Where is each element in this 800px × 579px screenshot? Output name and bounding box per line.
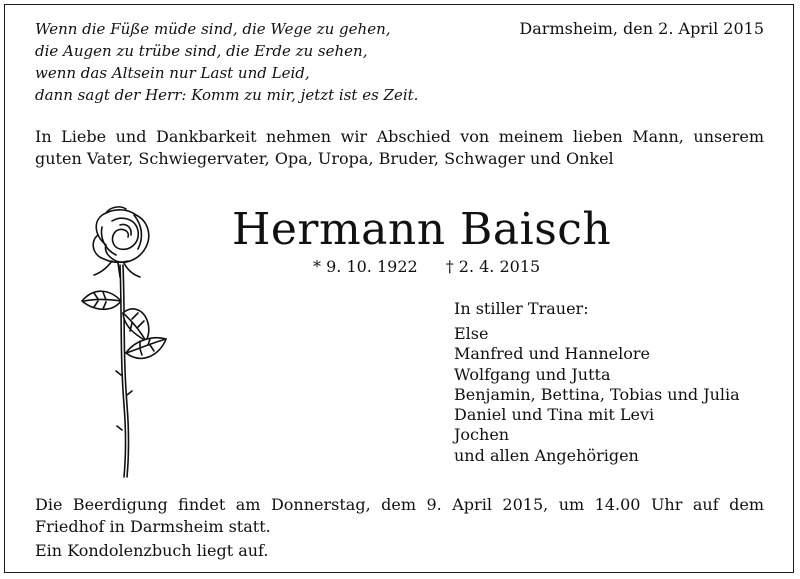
mourner-item: Manfred und Hannelore [454, 344, 650, 364]
condolence-note: Ein Kondolenzbuch liegt auf. [35, 541, 269, 560]
poem [35, 18, 418, 106]
mourner-item: Jochen [454, 425, 510, 445]
death-date: † 2. 4. 2015 [445, 257, 541, 276]
intro-text: In Liebe und Dankbarkeit nehmen wir Abschied von meinem lieben Mann, unserem guten Vater, Schwiegervater, Opa, Uropa, Bruder, Schwager und Onkel [35, 127, 764, 168]
mourner-item: Benjamin, Bettina, Tobias und Julia [454, 384, 740, 404]
mourning-title: In stiller Trauer: [454, 299, 589, 318]
poem-line: Wenn die Füße müde sind, die Wege zu gehen, [35, 20, 391, 38]
birth-date: * 9. 10. 1922 [313, 257, 418, 276]
dateline: Darmsheim, den 2. April 2015 [519, 19, 764, 38]
mourner-item: Else [454, 324, 489, 343]
mourner-item: und allen Angehörigen [454, 445, 639, 465]
poem-line: die Augen zu trübe sind, die Erde zu sehen, [35, 42, 368, 60]
life-dates [313, 256, 568, 278]
mourners-list [454, 324, 740, 466]
deceased-name: Hermann Baisch [232, 204, 612, 255]
poem-line: wenn das Altsein nur Last und Leid, [35, 64, 310, 82]
funeral-info: Die Beerdigung findet am Donnerstag, dem 9. April 2015, um 14.00 Uhr auf dem Friedhof in Darmsheim statt. [35, 495, 764, 536]
rose-illustration-icon [76, 205, 176, 480]
mourner-item: Wolfgang und Jutta [454, 364, 611, 384]
poem-line: dann sagt der Herr: Komm zu mir, jetzt ist es Zeit. [35, 86, 419, 104]
mourner-item: Daniel und Tina mit Levi [454, 405, 655, 425]
